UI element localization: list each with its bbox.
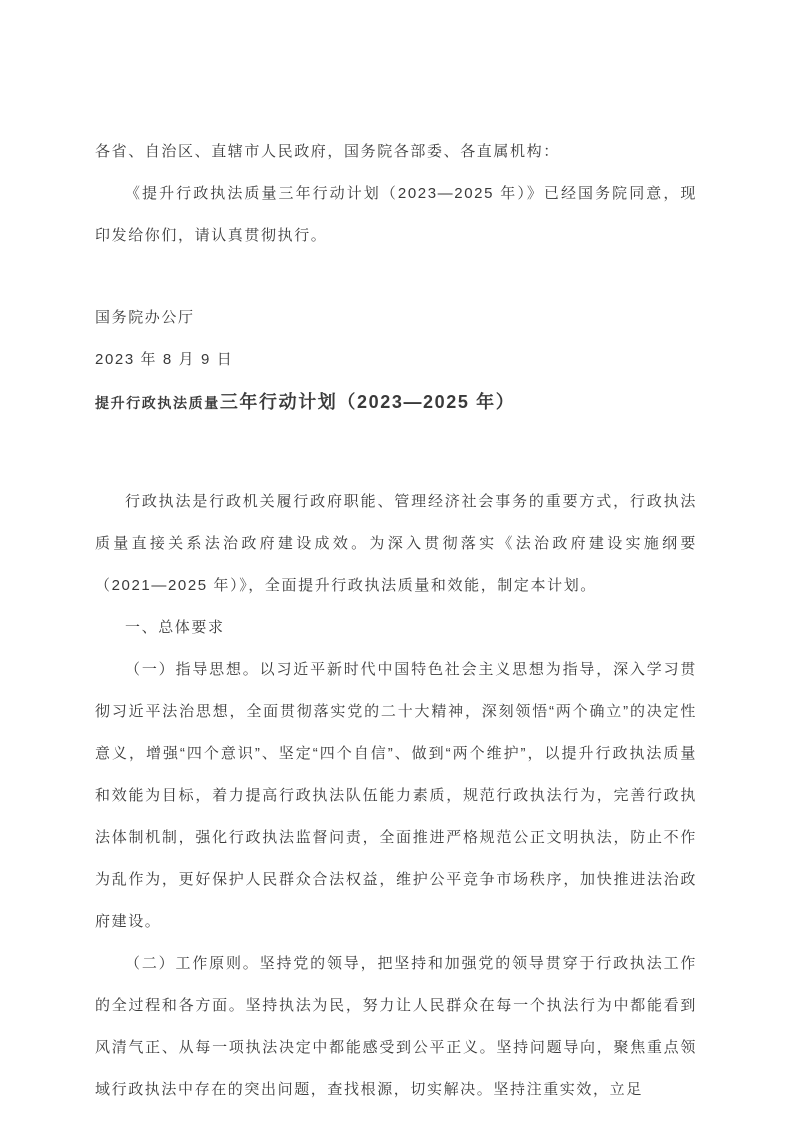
signature-office: 国务院办公厅: [95, 309, 195, 326]
section-heading-overall-requirements: 一、总体要求: [125, 619, 225, 636]
guiding-ideology-paragraph: （一）指导思想。以习近平新时代中国特色社会主义思想为指导，深入学习贯彻习近平法治思想，全面贯彻落实党的二十大精神，深刻领悟“两个确立”的决定性意义，增强“四个意识”、坚定“四个自信”、做到“两个维护”，以提升行政执法质量和效能为目标，着力提高行政执法队伍能力素质，规范行政执法行为，完善行政执法体制机制，强化行政执法监督问责，全面推进严格规范公正文明执法，防止不作为乱作为，更好保护人民群众合法权益，维护公平竞争市场秩序，加快推进法治政府建设。: [95, 661, 697, 930]
document-title-prefix: 提升行政执法质量: [95, 395, 220, 411]
work-principles-paragraph: （二）工作原则。坚持党的领导，把坚持和加强党的领导贯穿于行政执法工作的全过程和各方面。坚持执法为民，努力让人民群众在每一个执法行为中都能看到风清气正、从每一项执法决定中都能感受到公平正义。坚持问题导向，聚焦重点领域行政执法中存在的突出问题，查找根源，切实解决。坚持注重实效，立足: [95, 955, 697, 1098]
salutation-line: 各省、自治区、直辖市人民政府，国务院各部委、各直属机构：: [95, 143, 560, 160]
signature-date: 2023 年 8 月 9 日: [95, 351, 234, 368]
document-title-main: 三年行动计划（2023—2025 年）: [219, 392, 516, 412]
document-title: [95, 381, 697, 425]
notice-paragraph: 《提升行政执法质量三年行动计划（2023—2025 年）》已经国务院同意，现印发给你们，请认真贯彻执行。: [95, 185, 697, 244]
intro-paragraph: 行政执法是行政机关履行政府职能、管理经济社会事务的重要方式，行政执法质量直接关系法治政府建设成效。为深入贯彻落实《法治政府建设实施纲要（2021—2025 年）》，全面提升行政执法质量和效能，制定本计划。: [95, 493, 697, 594]
document-body: [95, 0, 697, 1111]
